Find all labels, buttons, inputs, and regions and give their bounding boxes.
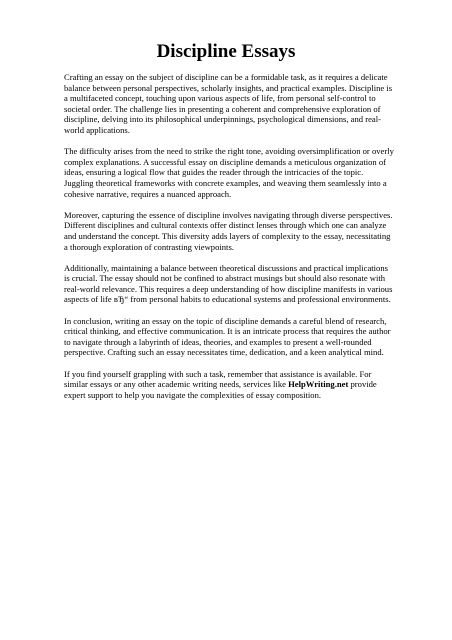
paragraph-closing [64,369,394,401]
document-body [64,72,394,411]
helpwriting-link[interactable]: HelpWriting.net [288,379,349,390]
paragraph-intro: Crafting an essay on the subject of discipline can be a formidable task, as it requires a delicate balance between personal perspectives, scholarly insights, and practical examples. Discipline is a multifaceted concept, touching upon various aspects of life, from personal self-control to societal order. The challenge lies in presenting a coherent and comprehensive exploration of discipline, delving into its philosophical underpinnings, psychological dimensions, and real-world applications. [64,72,393,135]
paragraph-perspectives: Moreover, capturing the essence of discipline involves navigating through diverse perspectives. Different disciplines and cultural contexts offer distinct lenses through which one can analyze and understand the concept. This diversity adds layers of complexity to the essay, necessitating a thorough exploration of contrasting viewpoints. [64,209,393,252]
paragraph-conclusion: In conclusion, writing an essay on the topic of discipline demands a careful blend of research, critical thinking, and effective communication. It is an intricate process that requires the author to navigate through a labyrinth of ideas, theories, and examples to present a well-rounded perspective. Crafting such an essay necessitates time, dedication, and a keen analytical mind. [64,315,391,358]
closing-text-before: If you find yourself grappling with such a task, remember that assistance is available. For similar essays or any other academic writing needs, services like [64,368,372,390]
closing-text-after: provide expert support to help you navigate the complexities of essay composition. [64,379,377,400]
paragraph-balance: Additionally, maintaining a balance between theoretical discussions and practical implications is crucial. The essay should not be confined to abstract musings but should also resonate with real-world relevance. This requires a deep understanding of how discipline manifests in various aspects of life вЂ“ from personal habits to educational systems and professional environments. [64,262,393,305]
paragraph-difficulty: The difficulty arises from the need to strike the right tone, avoiding oversimplification or overly complex explanations. A successful essay on discipline demands a meticulous organization of ideas, ensuring a logical flow that guides the reader through the intricacies of the topic. Juggling theoretical frameworks with concrete examples, and weaving them seamlessly into a cohesive narrative, requires a nuanced approach. [64,146,394,199]
document-title: Discipline Essays [156,41,296,62]
